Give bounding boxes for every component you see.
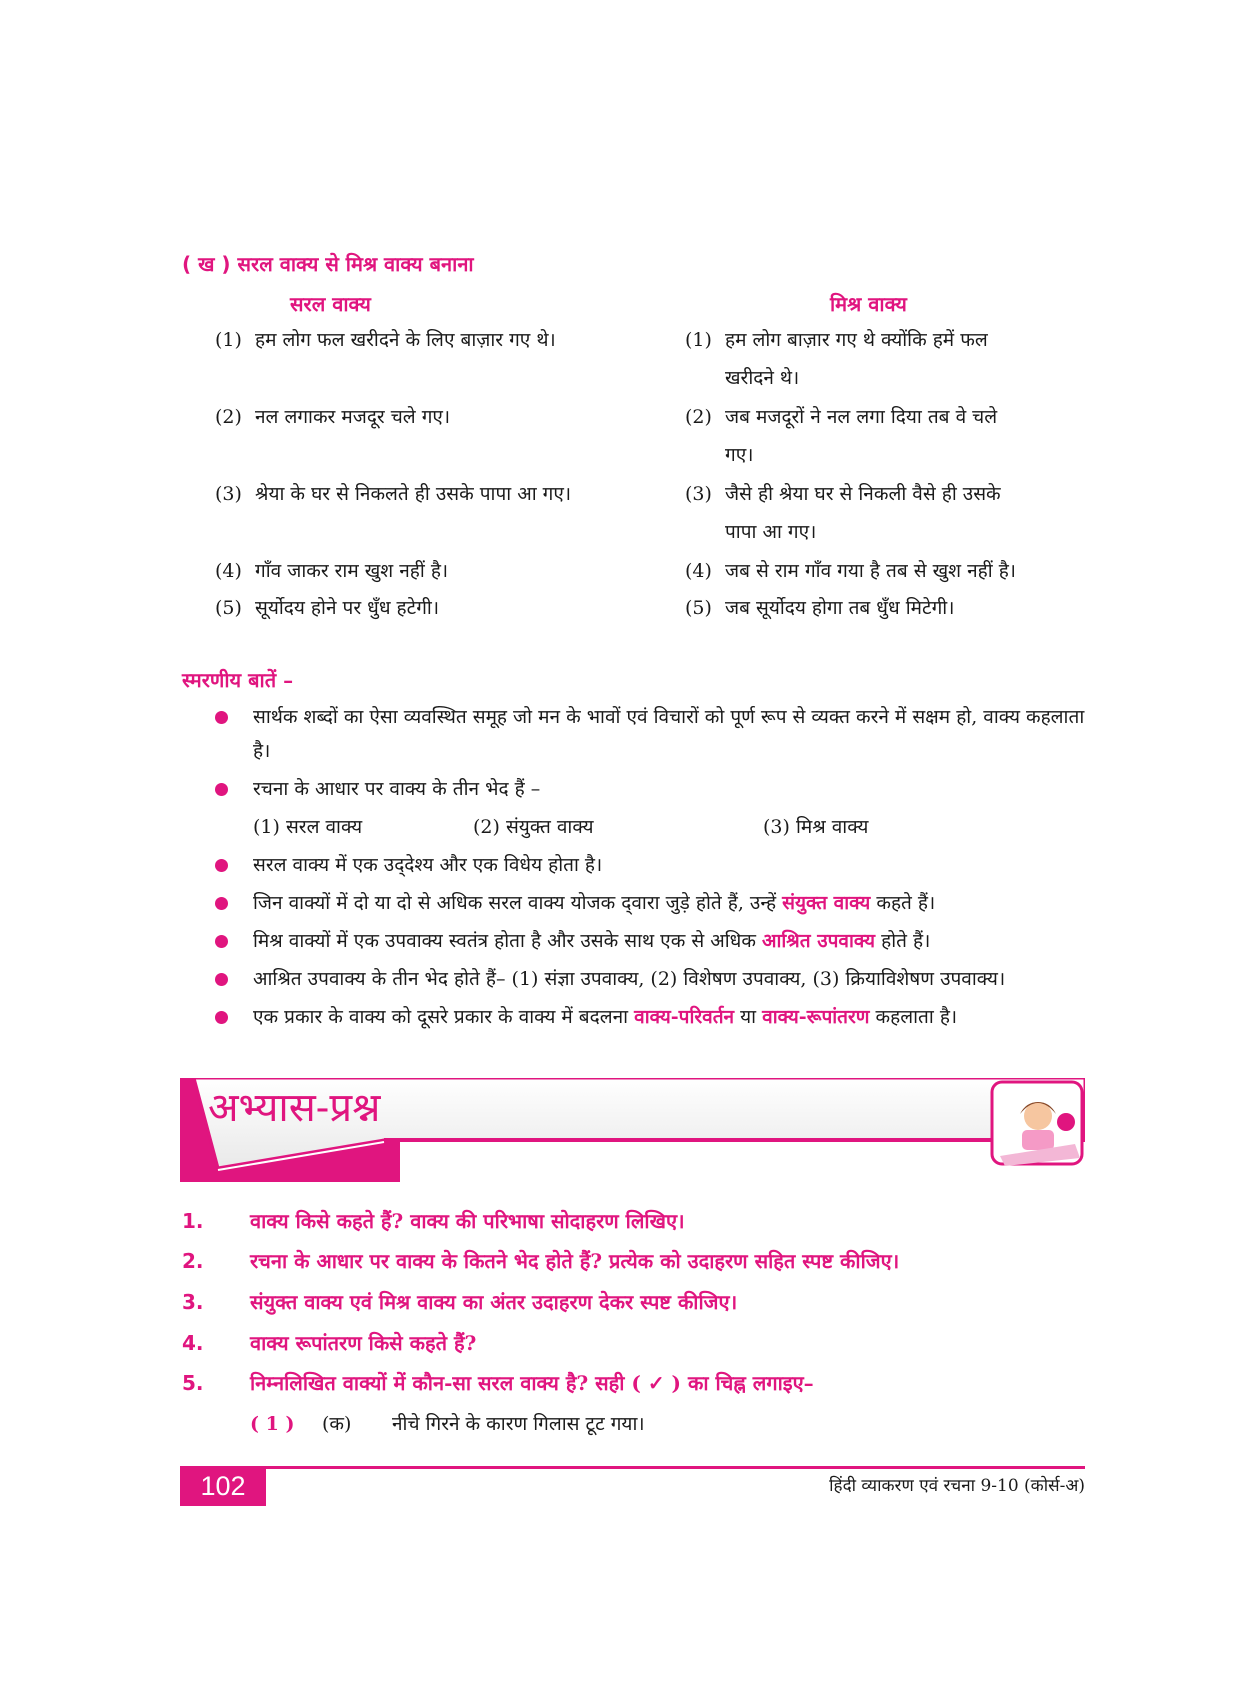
- sub-question-1: ( 1 ) (क) नीचे गिरने के कारण गिलास टूट गया।: [250, 1413, 645, 1435]
- list-item: जिन वाक्यों में दो या दो से अधिक सरल वाक्य योजक द्‌वारा जुड़े होते हैं, उन्हें संयुक्त वाक्य कहते हैं।: [215, 886, 1095, 920]
- simple-sentence-4: (4) गाँव जाकर राम खुश नहीं है।: [215, 560, 449, 582]
- complex-sentence-1: (1) हम लोग बाज़ार गए थे क्योंकि हमें फल खरीदने थे।: [685, 329, 988, 389]
- list-item: आश्रित उपवाक्य के तीन भेद होते हैं– (1) संज्ञा उपवाक्य, (2) विशेषण उपवाक्य, (3) क्रियाविशेषण उपवाक्य।: [215, 962, 1095, 996]
- bullet-dot-icon: [215, 973, 228, 986]
- list-item: सरल वाक्य में एक उद्‌देश्य और एक विधेय होता है।: [215, 848, 1095, 882]
- list-item: मिश्र वाक्यों में एक उपवाक्य स्वतंत्र होता है और उसके साथ एक से अधिक आश्रित उपवाक्य होते हैं।: [215, 924, 1095, 958]
- complex-sentence-5: (5) जब सूर्योदय होगा तब धुँध मिटेगी।: [685, 597, 955, 619]
- complex-sentence-4: (4) जब से राम गाँव गया है तब से खुश नहीं है।: [685, 560, 1016, 582]
- simple-sentence-3: (3) श्रेया के घर से निकलते ही उसके पापा आ गए।: [215, 483, 572, 505]
- bullet-dot-icon: [215, 897, 228, 910]
- bullet-dot-icon: [215, 859, 228, 872]
- remember-heading: स्मरणीय बातें –: [182, 668, 294, 692]
- remember-list: [215, 700, 1095, 1038]
- bullet-dot-icon: [215, 783, 228, 796]
- complex-sentence-2: (2) जब मजदूरों ने नल लगा दिया तब वे चले गए।: [685, 406, 998, 466]
- list-item: सार्थक शब्दों का ऐसा व्यवस्थित समूह जो मन के भावों एवं विचारों को पूर्ण रूप से व्यक्त करने में सक्षम हो, वाक्य कहलाता है।: [215, 700, 1095, 768]
- question-4: 4. वाक्य रूपांतरण किसे कहते हैं?: [182, 1331, 477, 1355]
- list-item: रचना के आधार पर वाक्य के तीन भेद हैं –: [215, 772, 1095, 806]
- banner-title: अभ्यास-प्रश्न: [208, 1085, 381, 1131]
- question-1: 1. वाक्य किसे कहते हैं? वाक्य की परिभाषा सोदाहरण लिखिए।: [182, 1209, 685, 1233]
- question-5: 5. निम्नलिखित वाक्यों में कौन-सा सरल वाक्य है? सही ( ✓ ) का चिह्न लगाइए–: [182, 1371, 814, 1395]
- bullet-dot-icon: [215, 935, 228, 948]
- type-compound: (2) संयुक्त वाक्य: [473, 816, 594, 838]
- type-complex: (3) मिश्र वाक्य: [763, 816, 869, 838]
- bullet-dot-icon: [215, 1011, 228, 1024]
- page-number: 102: [180, 1466, 266, 1506]
- question-3: 3. संयुक्त वाक्य एवं मिश्र वाक्य का अंतर उदाहरण देकर स्पष्ट कीजिए।: [182, 1290, 738, 1314]
- bullet-dot-icon: [215, 711, 228, 724]
- list-item: एक प्रकार के वाक्य को दूसरे प्रकार के वाक्य में बदलना वाक्य-परिवर्तन या वाक्य-रूपांतरण कहलाता है।: [215, 1000, 1095, 1034]
- book-title: हिंदी व्याकरण एवं रचना 9-10 (कोर्स-अ): [829, 1476, 1085, 1496]
- exercise-banner: [180, 1078, 1085, 1182]
- simple-sentence-1: (1) हम लोग फल खरीदने के लिए बाज़ार गए थे।: [215, 329, 556, 351]
- section-heading: ( ख ) सरल वाक्य से मिश्र वाक्य बनाना: [182, 252, 474, 276]
- column-head-simple: सरल वाक्य: [290, 292, 371, 316]
- simple-sentence-2: (2) नल लगाकर मजदूर चले गए।: [215, 406, 451, 428]
- sentence-types: [215, 810, 1095, 844]
- column-head-complex: मिश्र वाक्य: [830, 292, 907, 316]
- complex-sentence-3: (3) जैसे ही श्रेया घर से निकली वैसे ही उसके पापा आ गए।: [685, 483, 1001, 543]
- footer-rule: [180, 1466, 1085, 1469]
- type-simple: (1) सरल वाक्य: [253, 816, 363, 838]
- simple-sentence-5: (5) सूर्योदय होने पर धुँध हटेगी।: [215, 597, 440, 619]
- question-2: 2. रचना के आधार पर वाक्य के कितने भेद होते हैं? प्रत्येक को उदाहरण सहित स्पष्ट कीजिए।: [182, 1249, 900, 1273]
